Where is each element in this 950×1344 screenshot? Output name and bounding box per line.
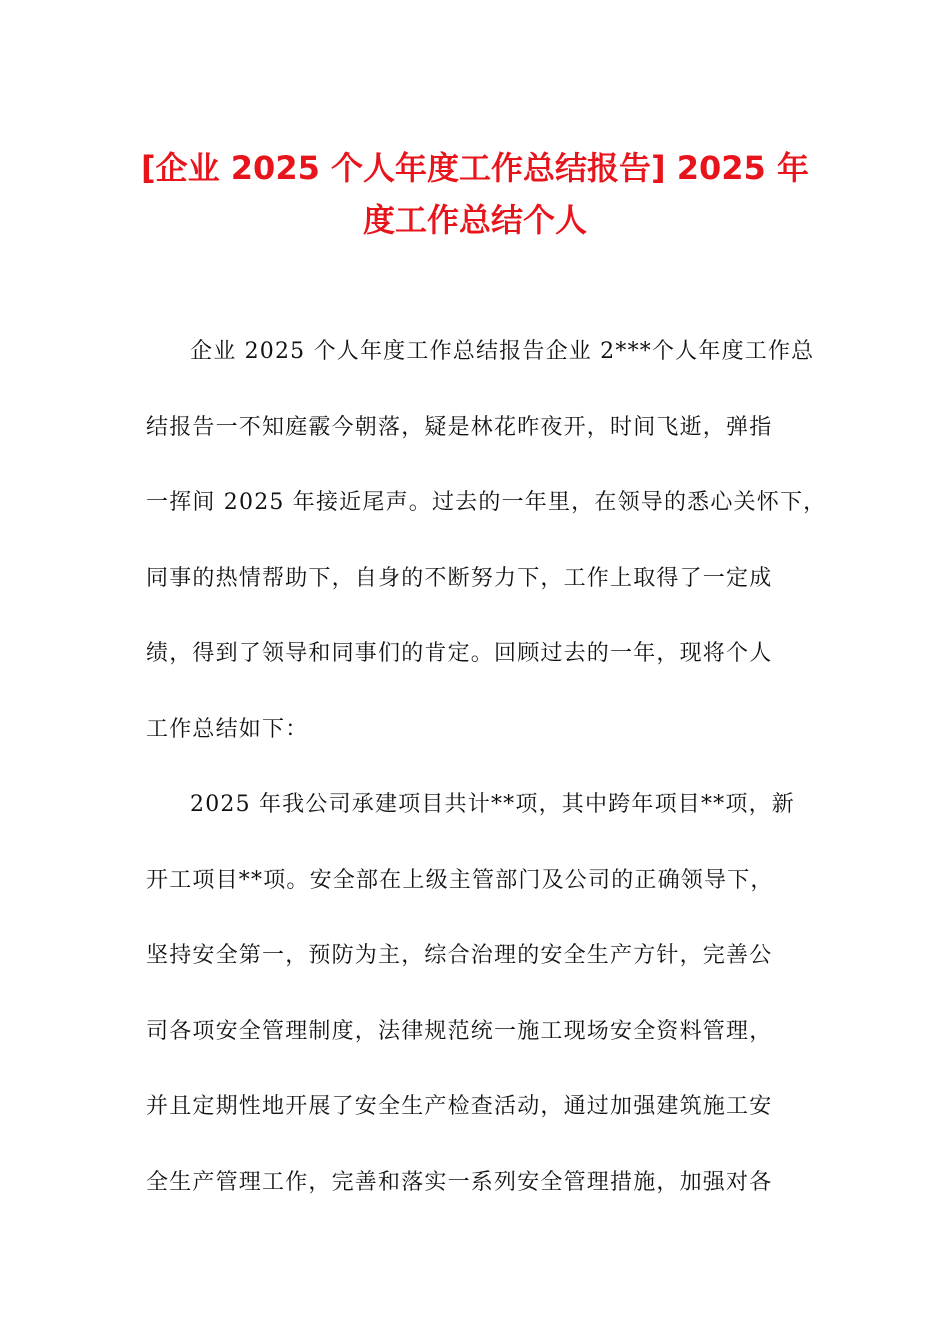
document-body bbox=[146, 322, 826, 1228]
document-title bbox=[100, 142, 850, 246]
title-line-1: [企业 2025 个人年度工作总结报告] 2025 年 bbox=[141, 149, 809, 187]
body-line: 同事的热情帮助下，自身的不断努力下，工作上取得了一定成 bbox=[146, 565, 773, 591]
body-line: 绩，得到了领导和同事们的肯定。回顾过去的一年，现将个人 bbox=[146, 641, 773, 666]
body-line: 结报告一不知庭霰今朝落，疑是林花昨夜开，时间飞逝，弹指 bbox=[146, 414, 773, 440]
title-line-2: 度工作总结个人 bbox=[362, 201, 587, 239]
body-line: 企业 2025 个人年度工作总结报告企业 2***个人年度工作总 bbox=[190, 339, 815, 364]
body-line: 工作总结如下： bbox=[146, 716, 309, 742]
body-line: 开工项目**项。安全部在上级主管部门及公司的正确领导下， bbox=[146, 867, 774, 893]
body-line: 2025 年我公司承建项目共计**项，其中跨年项目**项，新 bbox=[190, 792, 795, 817]
body-line: 一挥间 2025 年接近尾声。过去的一年里，在领导的悉心关怀下， bbox=[146, 490, 827, 515]
body-line: 司各项安全管理制度，法律规范统一施工现场安全资料管理， bbox=[146, 1018, 773, 1044]
body-line: 全生产管理工作，完善和落实一系列安全管理措施，加强对各 bbox=[146, 1169, 773, 1195]
body-line: 并且定期性地开展了安全生产检查活动，通过加强建筑施工安 bbox=[146, 1094, 773, 1119]
body-line: 坚持安全第一，预防为主，综合治理的安全生产方针，完善公 bbox=[146, 943, 773, 968]
